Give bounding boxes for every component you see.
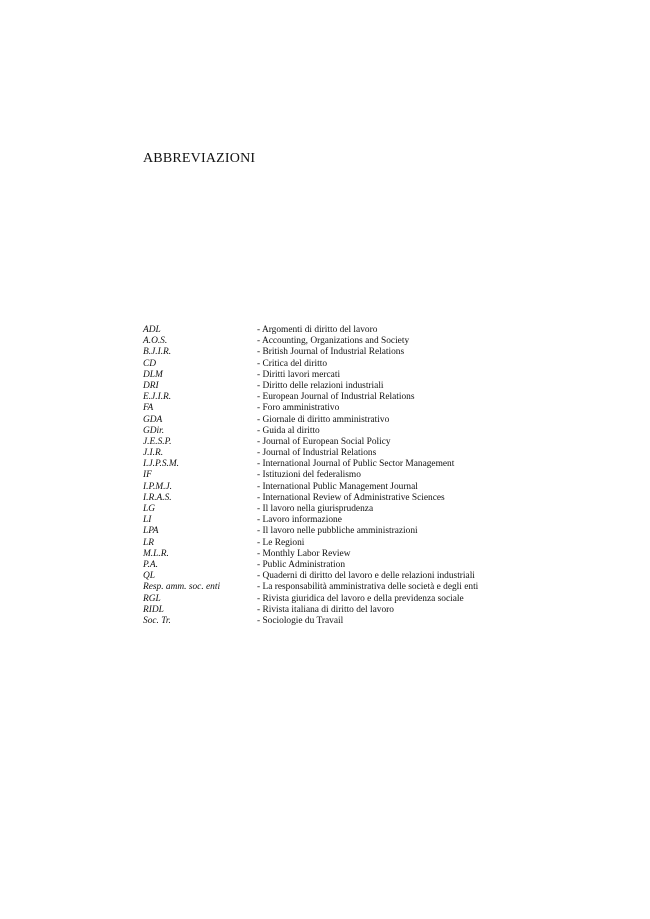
abbreviation-definition: - Journal of European Social Policy	[257, 436, 391, 447]
abbreviation-term: Soc. Tr.	[143, 615, 171, 626]
abbreviation-definition: - Istituzioni del federalismo	[257, 470, 361, 481]
abbreviation-term: P.A.	[143, 559, 158, 570]
abbreviation-row	[143, 526, 503, 537]
abbreviation-term: IF	[143, 470, 152, 481]
abbreviation-definition: - European Journal of Industrial Relations	[257, 392, 415, 403]
abbreviation-term: E.J.I.R.	[143, 392, 172, 403]
abbreviation-term: J.I.R.	[143, 448, 164, 459]
abbreviation-term: ADL	[143, 325, 161, 335]
abbreviation-row	[143, 515, 503, 526]
abbreviation-row	[143, 437, 503, 448]
abbreviation-row	[143, 538, 503, 549]
abbreviation-definition: - Il lavoro nella giurisprudenza	[257, 504, 374, 514]
abbreviation-row	[143, 448, 503, 459]
abbreviation-definition: - Foro amministrativo	[257, 403, 340, 414]
abbreviation-definition: - International Public Management Journal	[257, 481, 418, 492]
abbreviation-term: DLM	[143, 369, 163, 380]
abbreviation-row	[143, 381, 503, 392]
abbreviation-term: LR	[143, 537, 154, 548]
abbreviation-definition: - Sociologie du Travail	[257, 615, 344, 626]
abbreviation-definition: - Il lavoro nelle pubbliche amministrazioni	[257, 526, 418, 537]
abbreviation-row	[143, 482, 503, 493]
abbreviation-row	[143, 415, 503, 426]
abbreviation-row	[143, 594, 503, 605]
abbreviation-term: A.O.S.	[143, 336, 168, 347]
abbreviation-definition: - Argomenti di diritto del lavoro	[257, 325, 378, 335]
abbreviation-row	[143, 370, 503, 381]
abbreviation-row	[143, 392, 503, 403]
abbreviation-term: I.R.A.S.	[143, 492, 172, 503]
abbreviation-definition: - Guida al diritto	[257, 425, 320, 436]
abbreviation-definition: - Rivista giuridica del lavoro e della previdenza sociale	[257, 593, 464, 604]
abbreviation-term: LPA	[143, 526, 159, 537]
abbreviation-term: RGL	[143, 593, 161, 604]
abbreviation-definition: - Quaderni di diritto del lavoro e delle relazioni industriali	[257, 571, 475, 582]
abbreviation-row	[143, 582, 503, 593]
abbreviation-definition: - Accounting, Organizations and Society	[257, 336, 410, 347]
abbreviation-definition: - International Journal of Public Sector Management	[257, 459, 455, 470]
abbreviation-term: QL	[143, 571, 155, 582]
abbreviation-term: GDir.	[143, 425, 165, 436]
abbreviation-definition: - Critica del diritto	[257, 358, 328, 369]
abbreviation-definition: - Rivista italiana di diritto del lavoro	[257, 604, 394, 615]
page-title: ABBREVIAZIONI	[143, 151, 256, 166]
abbreviation-definition: - British Journal of Industrial Relations	[257, 347, 405, 358]
abbreviation-row	[143, 403, 503, 414]
abbreviation-term: Resp. amm. soc. enti	[143, 582, 221, 593]
abbreviation-row	[143, 359, 503, 370]
abbreviation-row	[143, 549, 503, 560]
abbreviation-term: J.E.S.P.	[143, 436, 172, 447]
abbreviation-term: LI	[143, 515, 152, 526]
abbreviation-term: CD	[143, 358, 157, 369]
abbreviation-definition: - Monthly Labor Review	[257, 548, 351, 559]
abbreviation-list	[143, 325, 503, 627]
abbreviation-definition: - Diritto delle relazioni industriali	[257, 380, 384, 391]
abbreviation-term: I.J.P.S.M.	[143, 459, 180, 470]
abbreviation-row	[143, 426, 503, 437]
abbreviation-row	[143, 560, 503, 571]
abbreviation-definition: - Le Regioni	[257, 537, 305, 548]
abbreviation-definition: - La responsabilità amministrativa delle società e degli enti	[257, 582, 479, 593]
abbreviation-term: RIDL	[143, 604, 164, 615]
abbreviation-row	[143, 470, 503, 481]
abbreviation-row	[143, 347, 503, 358]
abbreviation-definition: - Diritti lavori mercati	[257, 369, 341, 380]
abbreviation-term: I.P.M.J.	[143, 481, 172, 492]
abbreviation-definition: - Giornale di diritto amministrativo	[257, 414, 390, 425]
abbreviation-row	[143, 605, 503, 616]
abbreviation-term: B.J.I.R.	[143, 347, 172, 358]
abbreviation-term: GDA	[143, 414, 163, 425]
abbreviation-row	[143, 493, 503, 504]
abbreviation-row	[143, 459, 503, 470]
abbreviation-row	[143, 504, 503, 515]
abbreviation-definition: - Journal of Industrial Relations	[257, 448, 377, 459]
abbreviation-row	[143, 325, 503, 336]
abbreviation-term: FA	[143, 403, 154, 414]
abbreviation-definition: - Lavoro informazione	[257, 515, 342, 526]
abbreviation-term: DRI	[143, 380, 159, 391]
abbreviation-term: LG	[143, 504, 155, 514]
abbreviation-row	[143, 336, 503, 347]
abbreviation-definition: - International Review of Administrative Sciences	[257, 492, 445, 503]
abbreviation-definition: - Public Administration	[257, 559, 346, 570]
abbreviation-term: M.L.R.	[143, 548, 169, 559]
abbreviation-row	[143, 616, 503, 627]
abbreviation-row	[143, 571, 503, 582]
